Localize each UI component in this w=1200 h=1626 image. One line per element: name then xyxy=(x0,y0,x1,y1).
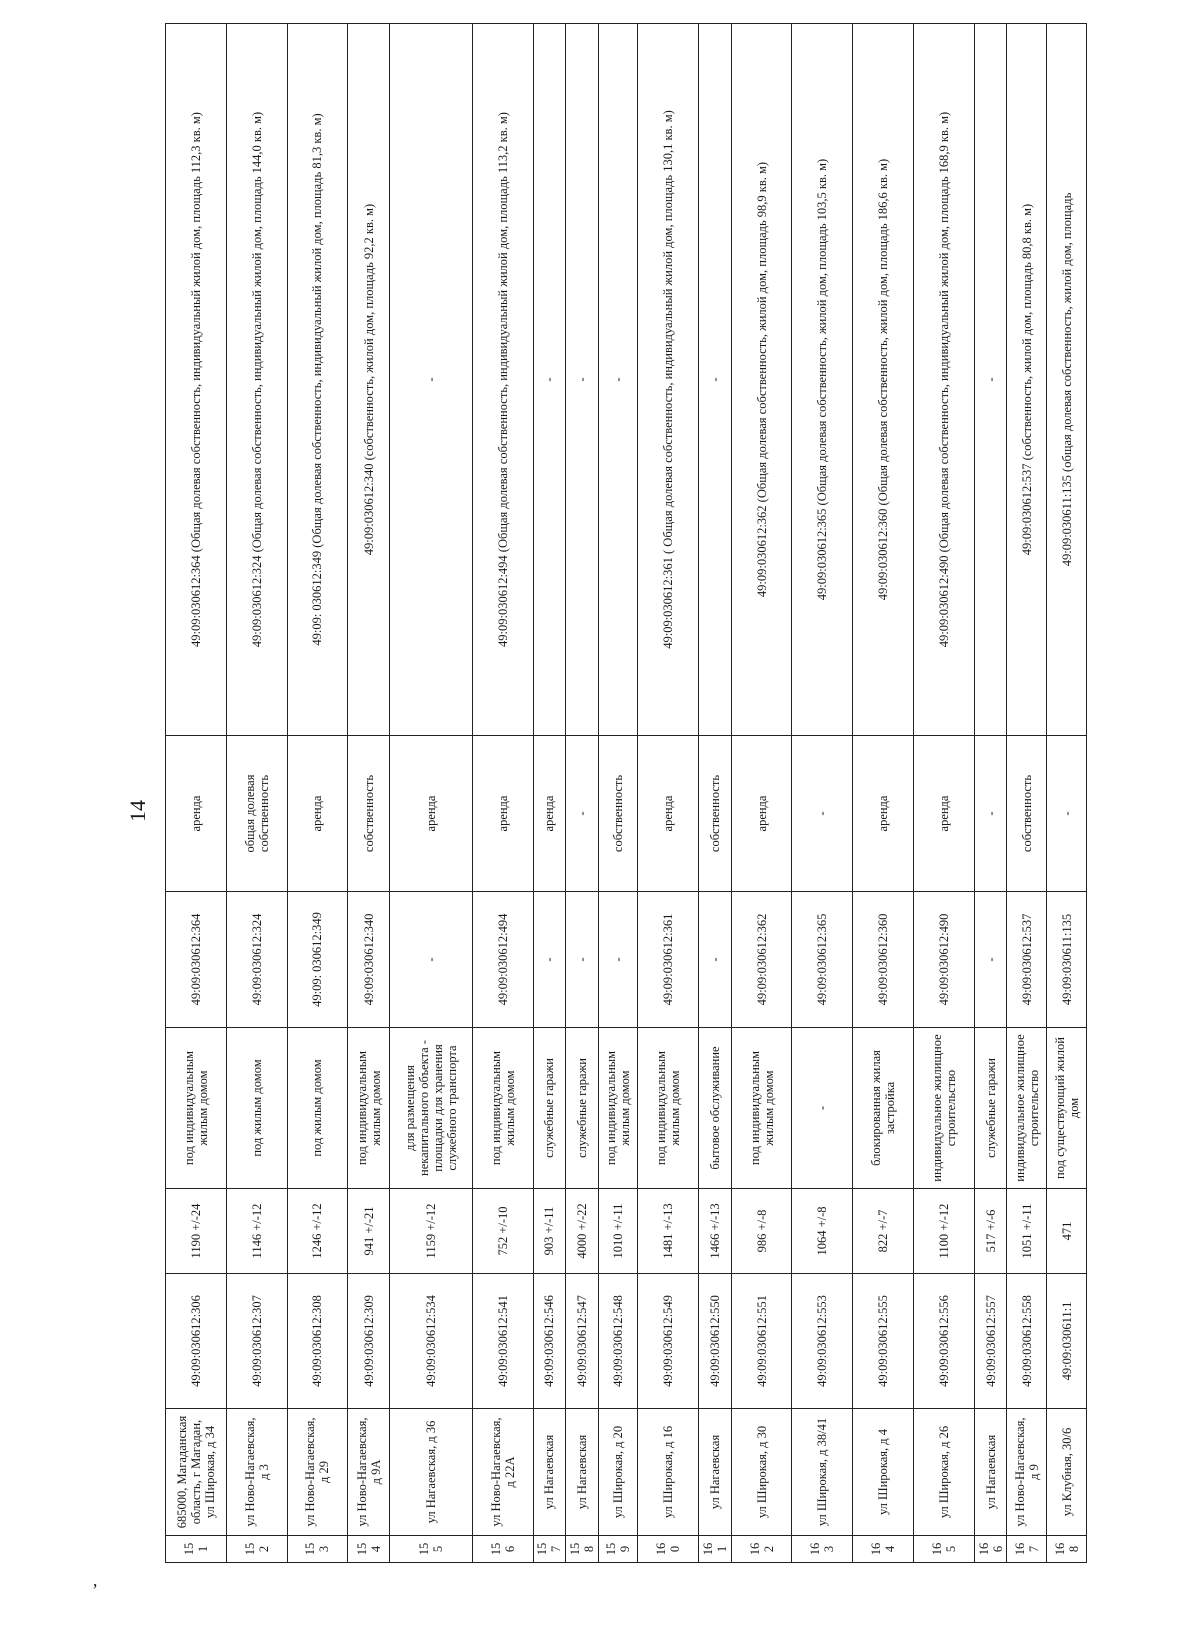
table-row xyxy=(226,24,287,1563)
cadastral-number-cell: 49:09:030611:1 xyxy=(1047,1274,1087,1409)
table-body xyxy=(166,24,1087,1563)
permitted-use-cell: под индивидуальным жилым домом xyxy=(731,1028,792,1189)
address-cell: ул Ново-Нагаевская, д 22А xyxy=(472,1409,533,1536)
row-number: 168 xyxy=(1047,1536,1087,1563)
cadastral-number-cell: 49:09:030612:546 xyxy=(533,1274,565,1409)
building-cadastral-cell: - xyxy=(598,892,638,1028)
table-row xyxy=(1007,24,1047,1563)
row-number: 162 xyxy=(731,1536,792,1563)
table-row xyxy=(287,24,348,1563)
land-plot-table xyxy=(165,23,1087,1563)
row-number: 154 xyxy=(348,1536,390,1563)
building-cadastral-cell: 49:09:030612:490 xyxy=(914,892,975,1028)
table-row xyxy=(914,24,975,1563)
building-info-cell: 49:09: 030612:349 (Общая долевая собственность, индивидуальный жилой дом, площадь 81,3 кв. м) xyxy=(287,24,348,736)
area-cell: 1010 +/-11 xyxy=(598,1189,638,1274)
right-type-cell: аренда xyxy=(853,736,914,892)
building-info-cell: 49:09:030612:360 (Общая долевая собственность, жилой дом, площадь 186,6 кв. м) xyxy=(853,24,914,736)
row-number: 151 xyxy=(166,1536,227,1563)
right-type-cell: собственность xyxy=(348,736,390,892)
building-info-cell: - xyxy=(699,24,731,736)
permitted-use-cell: бытовое обслуживание xyxy=(699,1028,731,1189)
building-cadastral-cell: - xyxy=(699,892,731,1028)
address-cell: ул Нагаевская xyxy=(533,1409,565,1536)
building-cadastral-cell: 49:09:030612:361 xyxy=(638,892,699,1028)
row-number: 157 xyxy=(533,1536,565,1563)
right-type-cell: собственность xyxy=(598,736,638,892)
permitted-use-cell: под индивидуальным жилым домом xyxy=(598,1028,638,1189)
right-type-cell: - xyxy=(974,736,1006,892)
address-cell: ул Ново-Нагаевская, д 3 xyxy=(226,1409,287,1536)
cadastral-number-cell: 49:09:030612:309 xyxy=(348,1274,390,1409)
right-type-cell: общая долевая собственность xyxy=(226,736,287,892)
rotated-table-wrapper xyxy=(165,23,1087,1563)
address-cell: ул Широкая, д 4 xyxy=(853,1409,914,1536)
right-type-cell: аренда xyxy=(390,736,473,892)
building-cadastral-cell: 49:09:030612:364 xyxy=(166,892,227,1028)
right-type-cell: аренда xyxy=(914,736,975,892)
building-info-cell: 49:09:030612:494 (Общая долевая собственность, индивидуальный жилой дом, площадь 113,2 кв. м) xyxy=(472,24,533,736)
address-cell: ул Ново-Нагаевская, д 9А xyxy=(348,1409,390,1536)
building-cadastral-cell: - xyxy=(974,892,1006,1028)
address-cell: ул Нагаевская xyxy=(699,1409,731,1536)
row-number: 163 xyxy=(792,1536,853,1563)
cadastral-number-cell: 49:09:030612:541 xyxy=(472,1274,533,1409)
row-number: 159 xyxy=(598,1536,638,1563)
row-number: 153 xyxy=(287,1536,348,1563)
building-info-cell: 49:09:030612:490 (Общая долевая собственность, индивидуальный жилой дом, площадь 168,9 кв. м) xyxy=(914,24,975,736)
cadastral-number-cell: 49:09:030612:549 xyxy=(638,1274,699,1409)
address-cell: ул Широкая, д 38/41 xyxy=(792,1409,853,1536)
building-info-cell: 49:09:030612:340 (собственность, жилой дом, площадь 92,2 кв. м) xyxy=(348,24,390,736)
building-info-cell: - xyxy=(566,24,598,736)
right-type-cell: аренда xyxy=(731,736,792,892)
right-type-cell: собственность xyxy=(1007,736,1047,892)
right-type-cell: - xyxy=(1047,736,1087,892)
building-cadastral-cell: 49:09:030612:340 xyxy=(348,892,390,1028)
cadastral-number-cell: 49:09:030612:534 xyxy=(390,1274,473,1409)
building-cadastral-cell: - xyxy=(390,892,473,1028)
area-cell: 1246 +/-12 xyxy=(287,1189,348,1274)
table-row xyxy=(348,24,390,1563)
right-type-cell: - xyxy=(566,736,598,892)
row-number: 165 xyxy=(914,1536,975,1563)
address-cell: ул Широкая, д 16 xyxy=(638,1409,699,1536)
building-cadastral-cell: 49:09:030612:324 xyxy=(226,892,287,1028)
table-row xyxy=(638,24,699,1563)
building-info-cell: 49:09:030612:362 (Общая долевая собственность, жилой дом, площадь 98,9 кв. м) xyxy=(731,24,792,736)
right-type-cell: собственность xyxy=(699,736,731,892)
area-cell: 1159 +/-12 xyxy=(390,1189,473,1274)
row-number: 166 xyxy=(974,1536,1006,1563)
table-row xyxy=(166,24,227,1563)
area-cell: 1064 +/-8 xyxy=(792,1189,853,1274)
area-cell: 1466 +/-13 xyxy=(699,1189,731,1274)
table-row xyxy=(472,24,533,1563)
building-info-cell: 49:09:030611:135 (общая долевая собственность, жилой дом, площадь xyxy=(1047,24,1087,736)
area-cell: 822 +/-7 xyxy=(853,1189,914,1274)
cadastral-number-cell: 49:09:030612:558 xyxy=(1007,1274,1047,1409)
right-type-cell: аренда xyxy=(533,736,565,892)
permitted-use-cell: под жилым домом xyxy=(226,1028,287,1189)
address-cell: ул Нагаевская xyxy=(974,1409,1006,1536)
permitted-use-cell: для размещения некапитального объекта - площадки для хранения служебного транспорта xyxy=(390,1028,473,1189)
row-number: 152 xyxy=(226,1536,287,1563)
address-cell: ул Нагаевская xyxy=(566,1409,598,1536)
permitted-use-cell: служебные гаражи xyxy=(533,1028,565,1189)
area-cell: 752 +/-10 xyxy=(472,1189,533,1274)
area-cell: 1051 +/-11 xyxy=(1007,1189,1047,1274)
address-cell: ул Клубная, 30/6 xyxy=(1047,1409,1087,1536)
table-row xyxy=(566,24,598,1563)
table-row xyxy=(699,24,731,1563)
permitted-use-cell: индивидуальное жилищное строительство xyxy=(914,1028,975,1189)
cadastral-number-cell: 49:09:030612:557 xyxy=(974,1274,1006,1409)
address-cell: ул Нагаевская, д 36 xyxy=(390,1409,473,1536)
building-cadastral-cell: - xyxy=(533,892,565,1028)
margin-mark: ’ xyxy=(92,1580,98,1600)
row-number: 167 xyxy=(1007,1536,1047,1563)
cadastral-number-cell: 49:09:030612:555 xyxy=(853,1274,914,1409)
permitted-use-cell: под жилым домом xyxy=(287,1028,348,1189)
building-info-cell: 49:09:030612:365 (Общая долевая собственность, жилой дом, площадь 103,5 кв. м) xyxy=(792,24,853,736)
cadastral-number-cell: 49:09:030612:306 xyxy=(166,1274,227,1409)
row-number: 164 xyxy=(853,1536,914,1563)
permitted-use-cell: - xyxy=(792,1028,853,1189)
table-row xyxy=(853,24,914,1563)
table-row xyxy=(533,24,565,1563)
building-info-cell: - xyxy=(598,24,638,736)
area-cell: 517 +/-6 xyxy=(974,1189,1006,1274)
row-number: 160 xyxy=(638,1536,699,1563)
row-number: 161 xyxy=(699,1536,731,1563)
address-cell: ул Ново-Нагаевская, д 29 xyxy=(287,1409,348,1536)
building-info-cell: - xyxy=(533,24,565,736)
building-cadastral-cell: 49:09:030612:362 xyxy=(731,892,792,1028)
cadastral-number-cell: 49:09:030612:551 xyxy=(731,1274,792,1409)
table-row xyxy=(974,24,1006,1563)
right-type-cell: - xyxy=(792,736,853,892)
area-cell: 4000 +/-22 xyxy=(566,1189,598,1274)
building-cadastral-cell: 49:09:030612:537 xyxy=(1007,892,1047,1028)
cadastral-number-cell: 49:09:030612:307 xyxy=(226,1274,287,1409)
area-cell: 941 +/-21 xyxy=(348,1189,390,1274)
building-cadastral-cell: - xyxy=(566,892,598,1028)
building-cadastral-cell: 49:09: 030612:349 xyxy=(287,892,348,1028)
address-cell: ул Широкая, д 20 xyxy=(598,1409,638,1536)
area-cell: 1146 +/-12 xyxy=(226,1189,287,1274)
row-number: 155 xyxy=(390,1536,473,1563)
table-row xyxy=(792,24,853,1563)
permitted-use-cell: под индивидуальным жилым домом xyxy=(638,1028,699,1189)
right-type-cell: аренда xyxy=(638,736,699,892)
cadastral-number-cell: 49:09:030612:553 xyxy=(792,1274,853,1409)
area-cell: 471 xyxy=(1047,1189,1087,1274)
area-cell: 903 +/-11 xyxy=(533,1189,565,1274)
building-info-cell: 49:09:030612:361 ( Общая долевая собственность, индивидуальный жилой дом, площадь 130,1 кв. м) xyxy=(638,24,699,736)
building-info-cell: 49:09:030612:537 (собственность, жилой дом, площадь 80,8 кв. м) xyxy=(1007,24,1047,736)
permitted-use-cell: служебные гаражи xyxy=(974,1028,1006,1189)
right-type-cell: аренда xyxy=(472,736,533,892)
building-info-cell: - xyxy=(390,24,473,736)
permitted-use-cell: служебные гаражи xyxy=(566,1028,598,1189)
right-type-cell: аренда xyxy=(166,736,227,892)
permitted-use-cell: под индивидуальным жилым домом xyxy=(348,1028,390,1189)
row-number: 158 xyxy=(566,1536,598,1563)
table-row xyxy=(731,24,792,1563)
permitted-use-cell: под индивидуальным жилым домом xyxy=(166,1028,227,1189)
permitted-use-cell: под существующий жилой дом xyxy=(1047,1028,1087,1189)
cadastral-number-cell: 49:09:030612:548 xyxy=(598,1274,638,1409)
address-cell: ул Ново-Нагаевская, д 9 xyxy=(1007,1409,1047,1536)
cadastral-number-cell: 49:09:030612:308 xyxy=(287,1274,348,1409)
area-cell: 1190 +/-24 xyxy=(166,1189,227,1274)
table-row xyxy=(390,24,473,1563)
page-number: 14 xyxy=(125,800,150,822)
area-cell: 1100 +/-12 xyxy=(914,1189,975,1274)
area-cell: 1481 +/-13 xyxy=(638,1189,699,1274)
area-cell: 986 +/-8 xyxy=(731,1189,792,1274)
building-cadastral-cell: 49:09:030612:365 xyxy=(792,892,853,1028)
building-info-cell: 49:09:030612:364 (Общая долевая собственность, индивидуальный жилой дом, площадь 112,3 кв. м) xyxy=(166,24,227,736)
right-type-cell: аренда xyxy=(287,736,348,892)
address-cell: 685000, Магаданская область, г Магадан, ул Широкая, д 34 xyxy=(166,1409,227,1536)
permitted-use-cell: блокированная жилая застройка xyxy=(853,1028,914,1189)
permitted-use-cell: под индивидуальным жилым домом xyxy=(472,1028,533,1189)
table-row xyxy=(1047,24,1087,1563)
address-cell: ул Широкая, д 30 xyxy=(731,1409,792,1536)
building-info-cell: 49:09:030612:324 (Общая долевая собственность, индивидуальный жилой дом, площадь 144,0 кв. м) xyxy=(226,24,287,736)
cadastral-number-cell: 49:09:030612:550 xyxy=(699,1274,731,1409)
building-cadastral-cell: 49:09:030612:360 xyxy=(853,892,914,1028)
cadastral-number-cell: 49:09:030612:547 xyxy=(566,1274,598,1409)
address-cell: ул Широкая, д 26 xyxy=(914,1409,975,1536)
building-cadastral-cell: 49:09:030612:494 xyxy=(472,892,533,1028)
building-cadastral-cell: 49:09:030611:135 xyxy=(1047,892,1087,1028)
table-row xyxy=(598,24,638,1563)
row-number: 156 xyxy=(472,1536,533,1563)
cadastral-number-cell: 49:09:030612:556 xyxy=(914,1274,975,1409)
permitted-use-cell: индивидуальное жилищное строительство xyxy=(1007,1028,1047,1189)
building-info-cell: - xyxy=(974,24,1006,736)
